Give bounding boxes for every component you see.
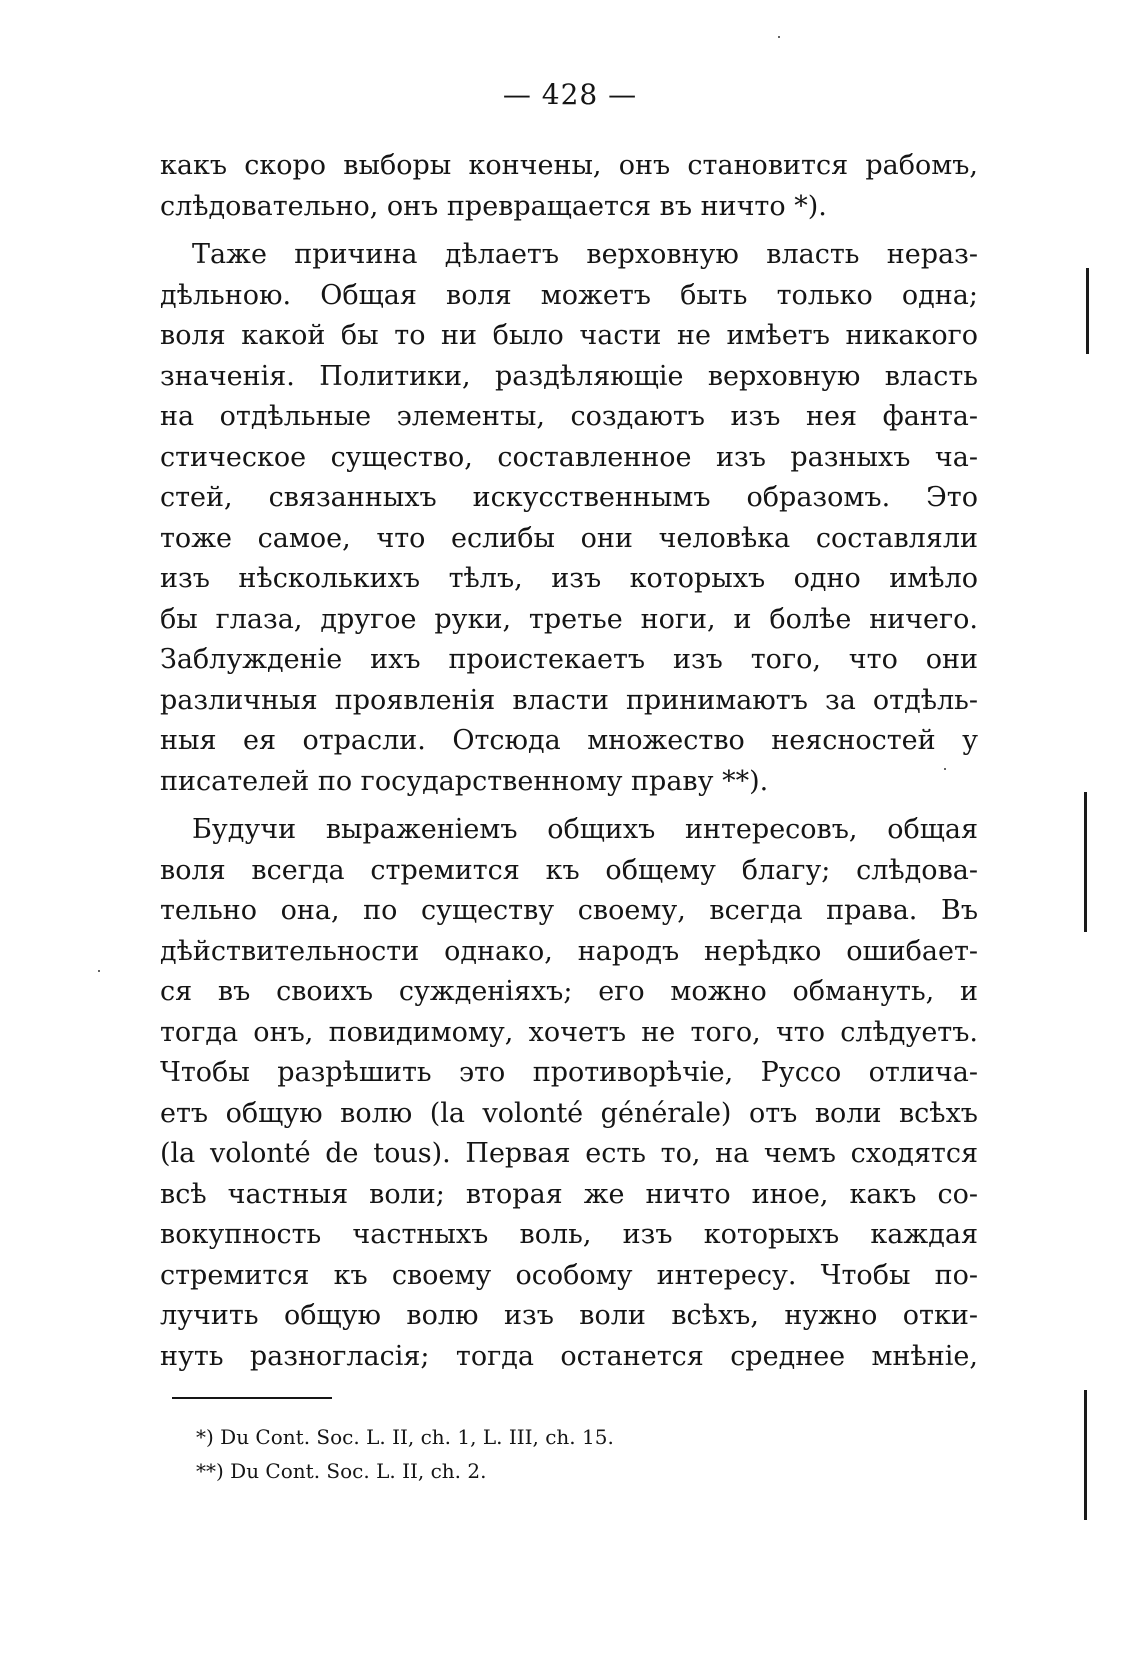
margin-mark [1086,268,1089,354]
text-line: писателей по государственному праву **). [160,765,769,797]
text-line: изъ нѣсколькихъ тѣлъ, изъ которыхъ одно имѣло [160,563,978,594]
footnote: *) Du Cont. Soc. L. II, ch. 1, L. III, ch. 15. [196,1425,614,1449]
text-line: етъ общую волю (la volonté générale) отъ воли всѣхъ [160,1097,978,1129]
text-line: стическое существо, составленное изъ разныхъ ча- [160,441,978,473]
footnote-divider [172,1397,332,1399]
scan-speck [98,970,100,972]
text-line: значенія. Политики, раздѣляющіе верховную власть [160,360,978,392]
scan-speck [778,36,780,38]
margin-mark [1084,792,1087,932]
text-line: бы глаза, другое руки, третье ноги, и болѣе ничего. [160,603,978,635]
text-line: Таже причина дѣлаетъ верховную власть нераз- [192,239,978,270]
body-text [160,146,978,1377]
text-line: стей, связанныхъ искусственнымъ образомъ. Это [160,482,978,513]
text-line: тогда онъ, повидимому, хочетъ не того, что слѣдуетъ. [160,1016,978,1048]
text-line: стремится къ своему особому интересу. Чтобы по- [160,1259,978,1291]
page-number: — 428 — [502,78,638,111]
text-line: дѣльною. Общая воля можетъ быть только одна; [160,279,978,311]
text-line: ныя ея отрасли. Отсюда множество неясностей у [160,725,978,756]
margin-mark [1084,1390,1087,1520]
text-line: на отдѣльные элементы, создаютъ изъ нея фанта- [160,401,978,432]
footnotes [196,1420,614,1488]
text-line: слѣдовательно, онъ превращается въ ничто *). [160,190,827,222]
text-line: ся въ своихъ сужденіяхъ; его можно обмануть, и [160,976,978,1007]
text-line: Чтобы разрѣшить это противорѣчіе, Руссо отлича- [160,1057,978,1088]
text-line: какъ скоро выборы кончены, онъ становится рабомъ, [160,150,978,181]
text-line: тельно она, по существу своему, всегда права. Въ [160,895,978,926]
text-line: воля всегда стремится къ общему благу; слѣдова- [160,854,978,886]
text-line: воля какой бы то ни было части не имѣетъ никакого [160,320,978,351]
text-line: тоже самое, что еслибы они человѣка составляли [160,522,978,554]
text-line: Заблужденіе ихъ проистекаетъ изъ того, что они [160,644,978,675]
text-line: лучить общую волю изъ воли всѣхъ, нужно отки- [160,1300,978,1331]
text-line: вокупность частныхъ воль, изъ которыхъ каждая [160,1219,978,1250]
scan-speck [944,768,946,770]
text-line: различныя проявленія власти принимаютъ за отдѣль- [160,684,978,716]
text-line: всѣ частныя воли; вторая же ничто иное, какъ со- [160,1178,978,1210]
text-line: Будучи выраженіемъ общихъ интересовъ, общая [192,814,978,845]
text-line: дѣйствительности однако, народъ нерѣдко ошибает- [160,935,978,967]
text-line: нуть разногласія; тогда останется среднее мнѣніе, [160,1340,978,1372]
footnote: **) Du Cont. Soc. L. II, ch. 2. [196,1459,487,1483]
text-line: (la volonté de tous). Первая есть то, на чемъ сходятся [160,1138,978,1169]
